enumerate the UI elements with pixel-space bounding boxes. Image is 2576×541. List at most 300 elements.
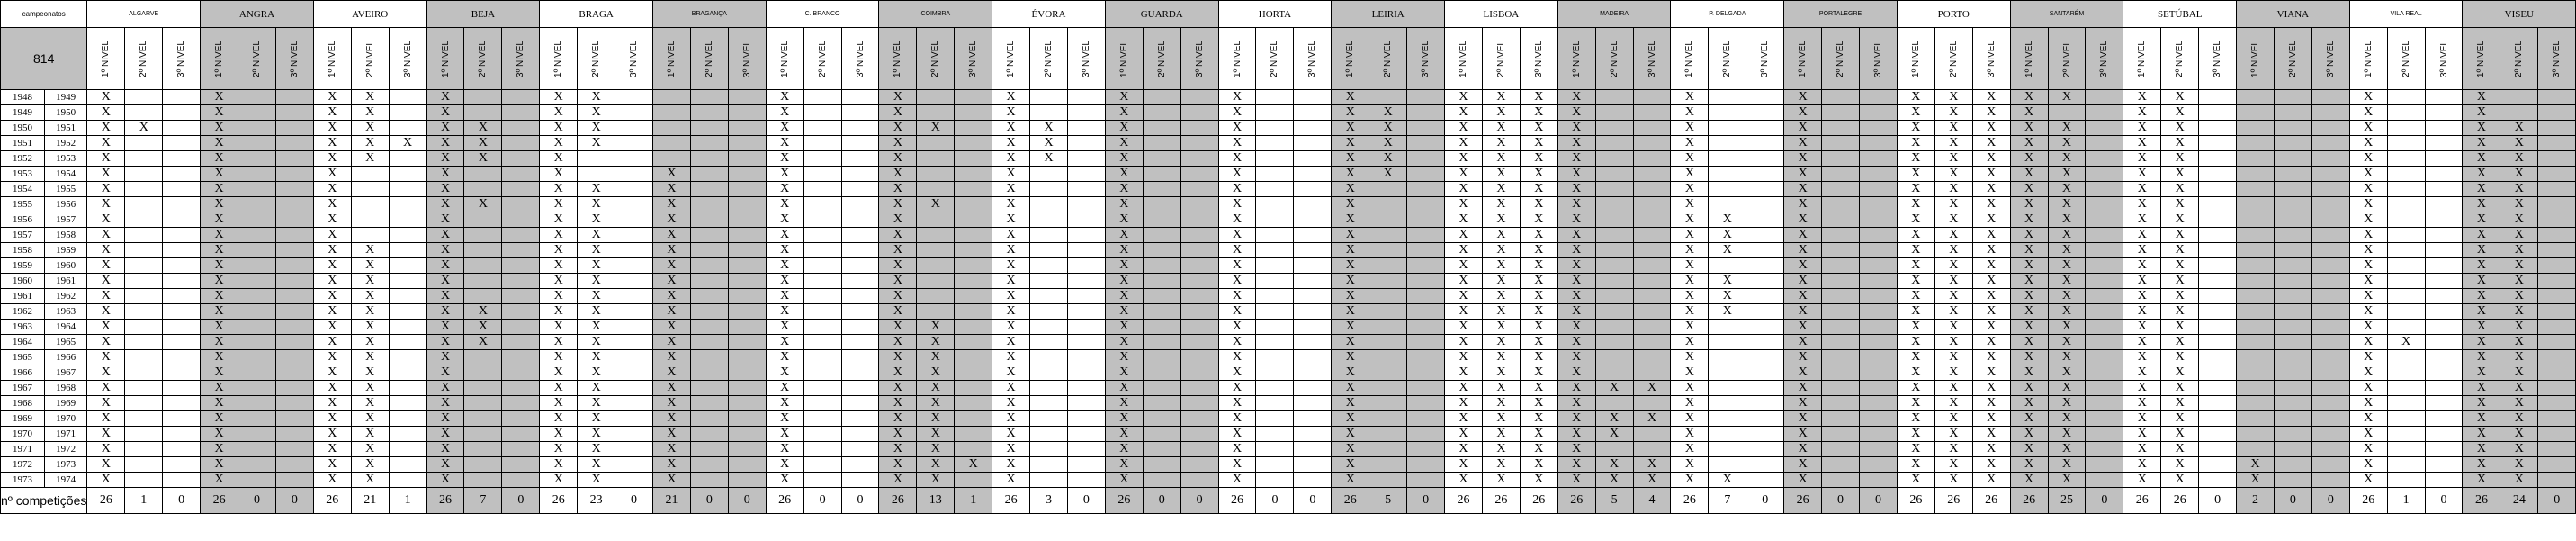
- level-header: [2349, 28, 2387, 90]
- participation-mark: X: [440, 136, 451, 149]
- season-cell: [2500, 289, 2538, 304]
- season-cell: [2538, 335, 2576, 350]
- level-header: [1822, 28, 1860, 90]
- season-cell: [1143, 167, 1180, 182]
- level-header: [1407, 28, 1445, 90]
- participation-mark: X: [1610, 457, 1620, 471]
- season-cell: [163, 228, 201, 243]
- season-cell: [1218, 136, 1256, 151]
- season-cell: [1482, 212, 1520, 228]
- season-cell: [87, 442, 125, 457]
- season-cell: [690, 396, 728, 411]
- season-cell: [690, 442, 728, 457]
- season-cell: [1822, 457, 1860, 473]
- participation-mark: X: [1987, 473, 1997, 486]
- participation-mark: X: [440, 182, 451, 195]
- season-cell: [1972, 442, 2010, 457]
- participation-mark: X: [214, 136, 224, 149]
- season-cell: [766, 442, 803, 457]
- season-cell: [2425, 381, 2463, 396]
- season-cell: [766, 289, 803, 304]
- season-cell: [238, 121, 276, 136]
- season-cell: [652, 365, 690, 381]
- season-cell: [2010, 304, 2048, 320]
- participation-mark: X: [2137, 105, 2147, 119]
- participation-mark: X: [2175, 381, 2185, 394]
- season-cell: [1256, 243, 1294, 258]
- level-label: 3º NIVEL: [1533, 40, 1544, 77]
- participation-mark: X: [1119, 212, 1129, 226]
- season-cell: [652, 182, 690, 197]
- season-cell: [652, 121, 690, 136]
- season-cell: [426, 151, 464, 167]
- participation-mark: X: [101, 411, 111, 425]
- season-cell: [2237, 243, 2275, 258]
- season-cell: [389, 304, 426, 320]
- season-cell: [1859, 197, 1897, 212]
- competition-count: 26: [879, 488, 917, 514]
- season-cell: [1784, 320, 1822, 335]
- participation-mark: X: [893, 212, 902, 226]
- season-cell: [125, 427, 163, 442]
- participation-mark: X: [101, 258, 111, 272]
- season-cell: [2349, 212, 2387, 228]
- season-cell: [1067, 304, 1105, 320]
- season-cell: [389, 105, 426, 121]
- participation-mark: X: [365, 381, 375, 394]
- season-cell: [1105, 350, 1143, 365]
- participation-mark: X: [2061, 151, 2072, 165]
- participation-mark: X: [591, 182, 601, 195]
- season-cell: [1482, 151, 1520, 167]
- participation-mark: X: [1496, 121, 1506, 134]
- season-cell: [1180, 411, 1218, 427]
- participation-mark: X: [328, 121, 337, 134]
- season-cell: [1520, 121, 1557, 136]
- season-cell: [125, 212, 163, 228]
- participation-mark: X: [214, 228, 224, 241]
- season-cell: [1369, 243, 1407, 258]
- participation-mark: X: [893, 243, 902, 257]
- season-cell: [728, 243, 766, 258]
- season-cell: [1746, 320, 1784, 335]
- season-cell: [841, 136, 879, 151]
- participation-mark: X: [2061, 212, 2072, 226]
- participation-mark: X: [1534, 182, 1544, 195]
- season-cell: [841, 320, 879, 335]
- participation-mark: X: [2364, 350, 2374, 364]
- level-label: 1º NIVEL: [1006, 40, 1017, 77]
- season-cell: [803, 228, 841, 243]
- season-cell: [1294, 335, 1332, 350]
- season-cell: [1557, 304, 1595, 320]
- season-cell: [389, 335, 426, 350]
- level-label: 1º NIVEL: [440, 40, 451, 77]
- season-cell: [2161, 167, 2199, 182]
- participation-mark: X: [214, 427, 224, 440]
- participation-mark: X: [2514, 136, 2524, 149]
- season-cell: [1633, 136, 1671, 151]
- season-cell: [2199, 212, 2237, 228]
- season-cell: [313, 320, 351, 335]
- participation-mark: X: [2024, 457, 2034, 471]
- participation-mark: X: [2364, 182, 2374, 195]
- season-cell: [1520, 396, 1557, 411]
- season-cell: [879, 365, 917, 381]
- season-cell: [803, 473, 841, 488]
- season-cell: [2538, 473, 2576, 488]
- season-cell: [1934, 335, 1972, 350]
- participation-mark: X: [553, 121, 563, 134]
- season-cell: [238, 320, 276, 335]
- competition-count: 2: [2237, 488, 2275, 514]
- participation-mark: X: [2175, 365, 2185, 379]
- season-cell: [578, 335, 615, 350]
- season-cell: [1445, 197, 1483, 212]
- season-cell: [351, 136, 389, 151]
- season-cell: [1671, 457, 1709, 473]
- season-cell: [2010, 411, 2048, 427]
- participation-mark: X: [2364, 136, 2374, 149]
- participation-mark: X: [780, 274, 790, 287]
- participation-mark: X: [2514, 182, 2524, 195]
- season-cell: [1859, 335, 1897, 350]
- season-cell: [2123, 121, 2161, 136]
- season-cell: [1595, 228, 1633, 243]
- participation-mark: X: [2476, 212, 2486, 226]
- season-cell: [728, 411, 766, 427]
- season-cell: [2123, 258, 2161, 274]
- participation-mark: X: [1006, 228, 1016, 241]
- participation-mark: X: [1119, 151, 1129, 165]
- season-cell: [2199, 457, 2237, 473]
- season-cell: [1972, 167, 2010, 182]
- season-cell: [690, 105, 728, 121]
- season-cell: [1030, 457, 1068, 473]
- season-cell: [1859, 151, 1897, 167]
- season-cell: [992, 442, 1030, 457]
- participation-mark: X: [214, 182, 224, 195]
- participation-mark: X: [1949, 197, 1959, 211]
- level-label: 2º NIVEL: [2401, 40, 2411, 77]
- season-cell: [540, 258, 578, 274]
- participation-mark: X: [2061, 365, 2072, 379]
- season-cell: [87, 427, 125, 442]
- participation-mark: X: [1459, 90, 1468, 104]
- level-label: 2º NIVEL: [1044, 40, 1054, 77]
- season-cell: [2274, 243, 2311, 258]
- season-cell: [2500, 182, 2538, 197]
- season-cell: [879, 197, 917, 212]
- participation-mark: X: [1383, 136, 1393, 149]
- season-cell: [2010, 381, 2048, 396]
- season-cell: [313, 243, 351, 258]
- season-cell: [1822, 335, 1860, 350]
- season-cell: [2161, 243, 2199, 258]
- competition-count: 0: [2274, 488, 2311, 514]
- season-cell: [917, 442, 955, 457]
- season-start-year: 1959: [1, 258, 45, 274]
- season-cell: [879, 228, 917, 243]
- participation-mark: X: [1987, 167, 1997, 180]
- season-cell: [540, 136, 578, 151]
- season-cell: [803, 335, 841, 350]
- participation-mark: X: [1684, 90, 1694, 104]
- season-cell: [125, 350, 163, 365]
- participation-mark: X: [214, 212, 224, 226]
- season-cell: [1407, 274, 1445, 289]
- season-cell: [163, 350, 201, 365]
- season-cell: [1294, 151, 1332, 167]
- season-cell: [1067, 197, 1105, 212]
- participation-mark: X: [1459, 105, 1468, 119]
- participation-mark: X: [101, 457, 111, 471]
- season-cell: [1595, 258, 1633, 274]
- season-cell: [125, 457, 163, 473]
- season-cell: [540, 396, 578, 411]
- participation-mark: X: [1911, 228, 1921, 241]
- participation-mark: X: [101, 212, 111, 226]
- season-cell: [955, 442, 992, 457]
- season-cell: [803, 258, 841, 274]
- season-cell: [1557, 274, 1595, 289]
- season-cell: [540, 457, 578, 473]
- participation-mark: X: [2137, 121, 2147, 134]
- participation-mark: X: [101, 136, 111, 149]
- season-cell: [578, 105, 615, 121]
- season-cell: [728, 442, 766, 457]
- season-cell: [578, 167, 615, 182]
- competition-count: 1: [389, 488, 426, 514]
- participation-mark: X: [1345, 151, 1355, 165]
- participation-mark: X: [1798, 228, 1808, 241]
- season-cell: [2463, 304, 2500, 320]
- season-cell: [1859, 274, 1897, 289]
- season-cell: [2086, 167, 2123, 182]
- season-cell: [1256, 105, 1294, 121]
- season-cell: [125, 258, 163, 274]
- season-cell: [1633, 274, 1671, 289]
- season-cell: [2237, 197, 2275, 212]
- season-cell: [502, 304, 540, 320]
- season-cell: [1709, 90, 1746, 105]
- season-cell: [879, 350, 917, 365]
- participation-mark: X: [214, 457, 224, 471]
- participation-mark: X: [1684, 136, 1694, 149]
- season-cell: [464, 228, 502, 243]
- season-cell: [502, 167, 540, 182]
- season-cell: [1332, 136, 1369, 151]
- participation-mark: X: [1684, 289, 1694, 302]
- season-cell: [125, 243, 163, 258]
- participation-mark: X: [1534, 274, 1544, 287]
- season-cell: [464, 167, 502, 182]
- competition-count: 13: [917, 488, 955, 514]
- season-cell: [803, 396, 841, 411]
- season-cell: [992, 473, 1030, 488]
- season-cell: [1633, 457, 1671, 473]
- season-cell: [1369, 167, 1407, 182]
- participation-mark: X: [328, 335, 337, 348]
- season-cell: [879, 473, 917, 488]
- participation-mark: X: [1534, 381, 1544, 394]
- season-cell: [690, 151, 728, 167]
- season-cell: [1143, 427, 1180, 442]
- competition-count: 0: [1256, 488, 1294, 514]
- season-cell: [1671, 182, 1709, 197]
- season-cell: [1482, 274, 1520, 289]
- season-cell: [690, 381, 728, 396]
- participation-mark: X: [214, 335, 224, 348]
- participation-mark: X: [1572, 442, 1582, 455]
- participation-mark: X: [440, 381, 451, 394]
- season-cell: [1595, 350, 1633, 365]
- season-cell: [2349, 274, 2387, 289]
- participation-mark: X: [1798, 105, 1808, 119]
- season-cell: [2010, 136, 2048, 151]
- level-label: 3º NIVEL: [1872, 40, 1883, 77]
- season-cell: [1218, 243, 1256, 258]
- season-cell: [87, 350, 125, 365]
- season-cell: [540, 121, 578, 136]
- participation-mark: X: [2175, 258, 2185, 272]
- season-cell: [992, 381, 1030, 396]
- season-cell: [1709, 167, 1746, 182]
- season-cell: [1407, 136, 1445, 151]
- season-end-year: 1968: [44, 381, 86, 396]
- participation-mark: X: [440, 289, 451, 302]
- season-cell: [1218, 274, 1256, 289]
- season-cell: [1709, 396, 1746, 411]
- participation-mark: X: [930, 457, 940, 471]
- season-cell: [2349, 105, 2387, 121]
- level-header: [125, 28, 163, 90]
- season-cell: [2123, 197, 2161, 212]
- season-cell: [2425, 427, 2463, 442]
- season-cell: [803, 350, 841, 365]
- participation-mark: X: [553, 136, 563, 149]
- season-cell: [2199, 258, 2237, 274]
- season-cell: [2086, 151, 2123, 167]
- season-cell: [1746, 182, 1784, 197]
- season-cell: [1067, 335, 1105, 350]
- season-cell: [2538, 304, 2576, 320]
- season-cell: [1557, 473, 1595, 488]
- season-cell: [389, 258, 426, 274]
- level-header: [1369, 28, 1407, 90]
- season-cell: [2010, 243, 2048, 258]
- participation-mark: X: [1119, 274, 1129, 287]
- season-cell: [351, 182, 389, 197]
- season-cell: [803, 304, 841, 320]
- participation-mark: X: [2137, 335, 2147, 348]
- season-cell: [502, 90, 540, 105]
- season-cell: [201, 136, 238, 151]
- season-cell: [2048, 258, 2086, 274]
- participation-mark: X: [1006, 105, 1016, 119]
- season-cell: [2048, 90, 2086, 105]
- season-cell: [2500, 121, 2538, 136]
- participation-mark: X: [1534, 258, 1544, 272]
- season-cell: [1671, 121, 1709, 136]
- participation-mark: X: [780, 121, 790, 134]
- season-cell: [201, 121, 238, 136]
- participation-mark: X: [2514, 274, 2524, 287]
- season-cell: [2463, 258, 2500, 274]
- participation-mark: X: [1987, 136, 1997, 149]
- participation-mark: X: [591, 427, 601, 440]
- season-end-year: 1966: [44, 350, 86, 365]
- participation-mark: X: [1987, 365, 1997, 379]
- season-cell: [1105, 442, 1143, 457]
- season-cell: [426, 105, 464, 121]
- participation-mark: X: [1987, 457, 1997, 471]
- season-cell: [766, 304, 803, 320]
- season-cell: [464, 151, 502, 167]
- season-cell: [2161, 136, 2199, 151]
- participation-mark: X: [1911, 381, 1921, 394]
- participation-mark: X: [101, 243, 111, 257]
- participation-mark: X: [101, 320, 111, 333]
- season-cell: [201, 151, 238, 167]
- season-cell: [464, 212, 502, 228]
- participation-mark: X: [893, 396, 902, 410]
- level-label: 1º NIVEL: [1232, 40, 1243, 77]
- season-cell: [1030, 90, 1068, 105]
- participation-mark: X: [1232, 182, 1243, 195]
- participation-mark: X: [2514, 427, 2524, 440]
- participation-mark: X: [328, 427, 337, 440]
- participation-mark: X: [1232, 151, 1243, 165]
- participation-mark: X: [1684, 457, 1694, 471]
- participation-mark: X: [893, 457, 902, 471]
- season-cell: [1218, 105, 1256, 121]
- season-cell: [2274, 136, 2311, 151]
- season-start-year: 1953: [1, 167, 45, 182]
- season-cell: [1332, 457, 1369, 473]
- participation-mark: X: [1987, 320, 1997, 333]
- season-cell: [1633, 212, 1671, 228]
- season-cell: [2199, 90, 2237, 105]
- season-cell: [1633, 320, 1671, 335]
- participation-mark: X: [2137, 274, 2147, 287]
- participation-mark: X: [2024, 167, 2034, 180]
- participation-mark: X: [214, 411, 224, 425]
- season-cell: [1595, 335, 1633, 350]
- season-cell: [879, 167, 917, 182]
- season-cell: [1445, 442, 1483, 457]
- season-cell: [1972, 350, 2010, 365]
- season-cell: [1445, 396, 1483, 411]
- season-cell: [2237, 320, 2275, 335]
- season-cell: [1143, 274, 1180, 289]
- season-cell: [275, 90, 313, 105]
- participation-mark: X: [780, 457, 790, 471]
- participation-mark: X: [328, 473, 337, 486]
- season-cell: [2123, 289, 2161, 304]
- participation-mark: X: [1119, 427, 1129, 440]
- season-cell: [652, 274, 690, 289]
- participation-mark: X: [1911, 167, 1921, 180]
- participation-mark: X: [1949, 411, 1959, 425]
- participation-mark: X: [2137, 90, 2147, 104]
- participation-mark: X: [1345, 427, 1355, 440]
- participation-mark: X: [1044, 121, 1054, 134]
- season-cell: [163, 442, 201, 457]
- participation-mark: X: [1232, 320, 1243, 333]
- season-cell: [2538, 411, 2576, 427]
- participation-mark: X: [591, 411, 601, 425]
